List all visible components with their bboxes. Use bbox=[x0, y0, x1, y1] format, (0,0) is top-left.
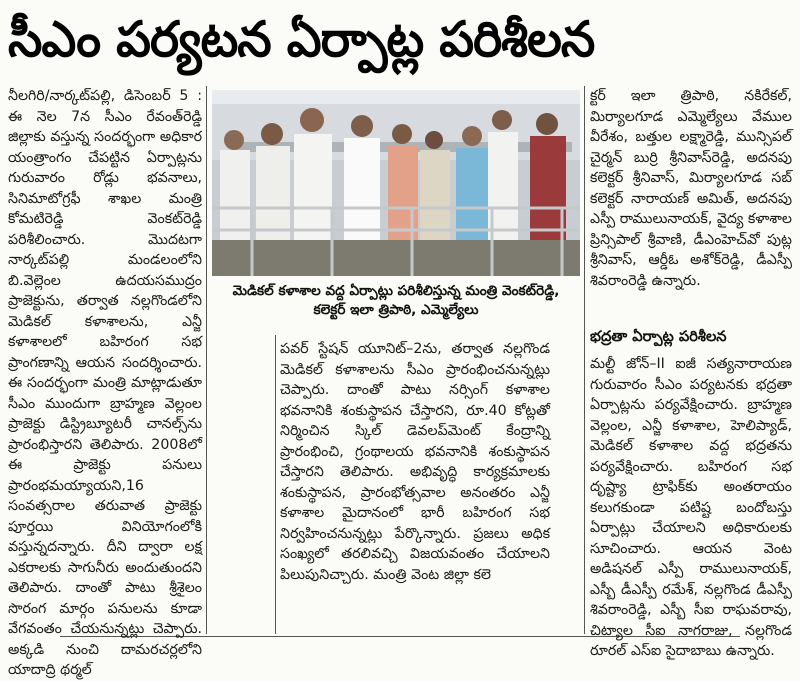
article-column-1 bbox=[8, 86, 202, 678]
news-photo bbox=[212, 90, 580, 276]
photo-caption-line-2: కలెక్టర్ ఇలా త్రిపాఠి, ఎమ్మెల్యేలు bbox=[313, 302, 479, 318]
subheading: భద్రతా ఏర్పాట్ల పరిశీలన bbox=[590, 328, 727, 345]
photo-caption bbox=[212, 282, 580, 320]
column-divider-right bbox=[584, 86, 585, 634]
photo-caption-line-1: మెడికల్ కళాశాల వద్ద ఏర్పాట్లు పరిశీలిస్తున్న మంత్రి వెంకట్‌రెడ్డి, bbox=[232, 283, 560, 299]
article-body-col1: నీలగిరి/నార్కట్‌పల్లి, డిసెంబర్ 5 : ఈ నెల 7న సీఎం రేవంత్‌రెడ్డి జిల్లాకు వస్తున్న సందర్భంగా అధికార యంత్రాంగం చేపట్టిన ఏర్పాట్లను గురువారం రోడ్లు భవనాలు, సినిమాటోగ్రఫీ శాఖల మంత్రి కోమటిరెడ్డి వెంకట్‌రెడ్డి పరిశీలించారు. మొదటగా నార్కట్‌పల్లి మండలంలోని బి.వెల్లెంల ఉదయసముద్రం ప్రాజెక్టును, తర్వాత నల్లగొండలోని మెడికల్ కళాశాలను, ఎన్జీ కళాశాలలో బహిరంగ సభ ప్రాంగణాన్ని ఆయన సందర్శించారు. ఈ సందర్భంగా మంత్రి మాట్లాడుతూ సీఎం ముందుగా బ్రాహ్మణ వెల్లంల ప్రాజెక్టు డిస్ట్రిబ్యూటరీ చానల్స్‌ను ప్రారంభిస్తారని తెలిపారు. 2008లో ఈ ప్రాజెక్టు పనులు ప్రారంభమయ్యాయని,16 సంవత్సరాల తరువాత ప్రాజెక్టు పూర్తయి వినియోగంలోకి వస్తున్నదన్నారు. దీని ద్వారా లక్ష ఎకరాలకు సాగునీరు అందుతుందని తెలిపారు. దాంతో పాటు శ్రీశైలం సొరంగ మార్గం పనులను కూడా వేగవంతం చేయనున్నట్లు చెప్పారు. అక్కడి నుంచి దామరచర్లలోని యాదాద్రి థర్మల్ bbox=[8, 88, 202, 678]
news-photo-illustration bbox=[212, 90, 580, 276]
column-divider-left bbox=[206, 86, 207, 634]
article-column-2 bbox=[280, 339, 550, 631]
article-column-3-bottom bbox=[590, 354, 792, 659]
article-body-col3-bottom: మల్టీ జోన్–II ఐజీ సత్యనారాయణ గురువారం సీఎం పర్యటనకు భద్రతా ఏర్పాట్లను పర్యవేక్షించారు. బ్రాహ్మణ వెల్లంల, ఎన్జీ కళాశాల, హెలిప్యాడ్, మెడికల్ కళాశాల వద్ద భద్రతను పర్యవేక్షించారు. బహిరంగ సభ దృష్ట్యా ట్రాఫిక్‌కు అంతరాయం కలుగకుండా పటిష్ట బందోబస్తు ఏర్పాట్లు చేయాలని అధికారులకు సూచించారు. ఆయన వెంట అడిషనల్ ఎస్పీ రాములునాయక్, ఎస్బీ డీఎస్పీ రమేశ్, నల్లగొండ డీఎస్పీ శివరాంరెడ్డి, ఎస్బీ సీఐ రాఘవరావు, చిట్యాల సీఐ నాగరాజు, నల్లగొండ రూరల్ ఎస్ఐ సైదాబాబు ఉన్నారు. bbox=[590, 356, 792, 659]
headline: సీఎం పర్యటన ఏర్పాట్ల పరిశీలన bbox=[8, 11, 595, 68]
article-body-col2: పవర్ స్టేషన్ యూనిట్–2ను, తర్వాత నల్లగొండ మెడికల్ కళాశాలను సీఎం ప్రారంభించనున్నట్లు చెప్పారు. దాంతో పాటు నర్సింగ్ కళాశాల భవనానికి శంకుస్థాపన చేస్తారని, రూ.40 కోట్లతో నిర్మించిన స్కిల్ డెవలప్‌మెంట్ కేంద్రాన్ని ప్రారంభించి, గ్రంథాలయ భవనానికి శంకుస్థాపన చేస్తారని తెలిపారు. అభివృద్ధి కార్యక్రమాలకు శంకుస్థాపన, ప్రారంభోత్సవాల అనంతరం ఎన్జీ కళాశాల మైదానంలో భారీ బహిరంగ సభ నిర్వహించనున్నట్లు పేర్కొన్నారు. ప్రజలు అధిక సంఖ్యలో తరలివచ్చి విజయవంతం చేయాలని పిలుపునిచ్చారు. మంత్రి వెంట జిల్లా కలె bbox=[280, 341, 550, 583]
column-divider-middle bbox=[275, 335, 276, 634]
article-body-col3-top: క్టర్ ఇలా త్రిపాఠి, నకిరేకల్, మిర్యాలగూడ ఎమ్మెల్యేలు వేముల వీరేశం, బత్తుల లక్ష్మారెడ్డి, మున్సిపల్ చైర్మన్ బుర్రి శ్రీనివాస్‌రెడ్డి, అదనపు కలెక్టర్ శ్రీనివాస్, మిర్యాలగూడ సబ్ కలెక్టర్ నారాయణ్ అమిత్, అదనపు ఎస్పీ రాములునాయక్, వైద్య కళాశాల ప్రిన్సిపాల్ శ్రీవాణి, డీఎంహెచ్‌వో పుట్ల శ్రీనివాస్, ఆర్డీఓ అశోక్‌రెడ్డి, డీఎస్పీ శివరాంరెడ్డి ఉన్నారు. bbox=[590, 88, 792, 289]
article-column-3-top bbox=[590, 86, 792, 324]
